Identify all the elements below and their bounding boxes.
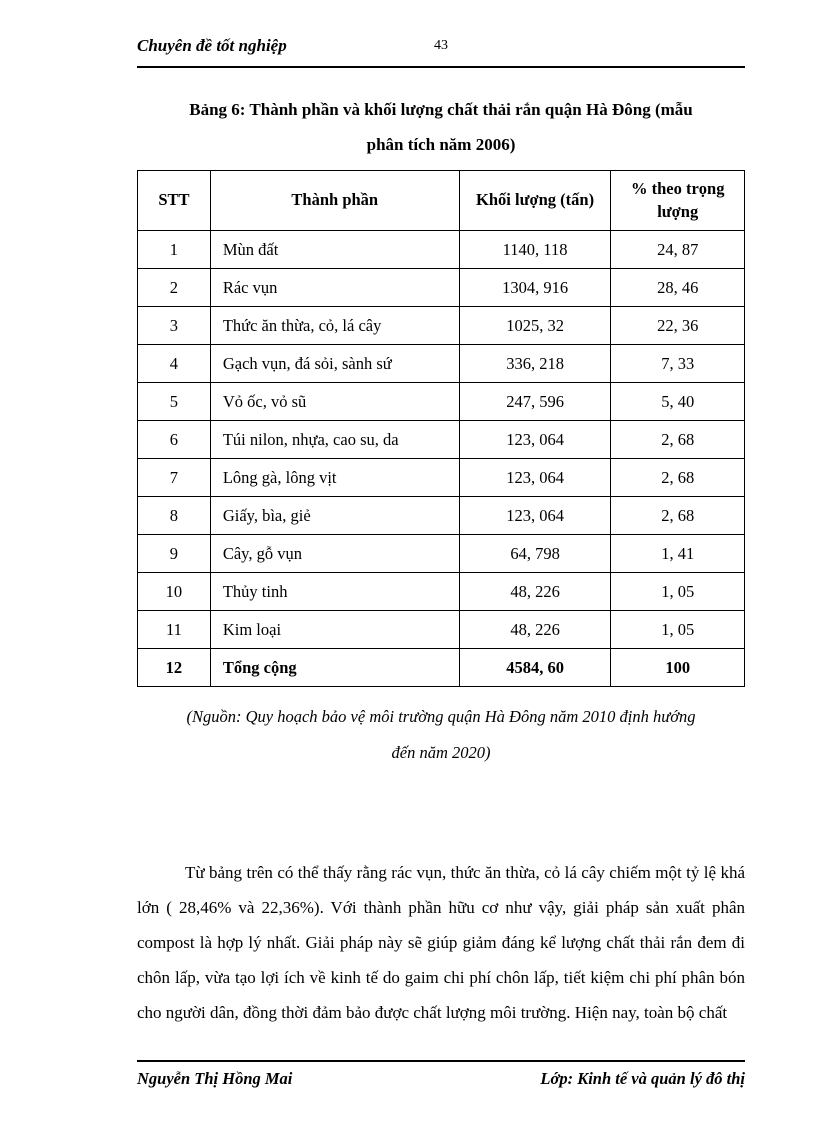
cell-stt: 10: [138, 573, 211, 611]
cell-stt: 4: [138, 345, 211, 383]
body-paragraph: Từ bảng trên có thể thấy rằng rác vụn, thức ăn thừa, cỏ lá cây chiếm một tỷ lệ khá lớn ( 28,46% và 22,36%). Với thành phần hữu cơ như vậy, giải pháp sản xuất phân compost là hợp lý nhất. Giải pháp này sẽ giúp giảm đáng kể lượng chất thải rắn đem đi chôn lấp, vừa tạo lợi ích về kinh tế do gaim chi phí chôn lấp, tiết kiệm chi phí phân bón cho người dân, đồng thời đảm bảo được chất lượng môi trường. Hiện nay, toàn bộ chất: [137, 863, 745, 1022]
table-caption-line1: Bảng 6: Thành phần và khối lượng chất thải rắn quận Hà Đông (mẫu: [189, 100, 693, 119]
source-note-line1: (Nguồn: Quy hoạch bảo vệ môi trường quận Hà Đông năm 2010 định hướng: [186, 707, 696, 726]
cell-stt: 12: [138, 649, 211, 687]
cell-mass: 1140, 118: [459, 231, 611, 269]
cell-component: Lông gà, lông vịt: [210, 459, 459, 497]
table-row: [138, 231, 745, 269]
column-header-mass: Khối lượng (tấn): [459, 171, 611, 231]
table-row: [138, 345, 745, 383]
cell-component: Rác vụn: [210, 269, 459, 307]
cell-mass: 123, 064: [459, 497, 611, 535]
waste-composition-table: [137, 170, 745, 687]
cell-mass: 1025, 32: [459, 307, 611, 345]
cell-stt: 6: [138, 421, 211, 459]
cell-stt: 5: [138, 383, 211, 421]
table-row: [138, 307, 745, 345]
cell-stt: 8: [138, 497, 211, 535]
cell-mass: 4584, 60: [459, 649, 611, 687]
cell-component: Gạch vụn, đá sỏi, sành sứ: [210, 345, 459, 383]
cell-component: Thức ăn thừa, cỏ, lá cây: [210, 307, 459, 345]
table-row: [138, 459, 745, 497]
cell-component: Giấy, bìa, giẻ: [210, 497, 459, 535]
table-row: [138, 573, 745, 611]
cell-percent: 22, 36: [611, 307, 745, 345]
column-header-percent: % theo trọng lượng: [611, 171, 745, 231]
table-row: [138, 611, 745, 649]
cell-component: Mùn đất: [210, 231, 459, 269]
cell-mass: 123, 064: [459, 459, 611, 497]
cell-stt: 3: [138, 307, 211, 345]
table-header-row: [138, 171, 745, 231]
cell-component: Vỏ ốc, vỏ sũ: [210, 383, 459, 421]
footer-class: Lớp: Kinh tế và quản lý đô thị: [540, 1069, 745, 1088]
cell-percent: 7, 33: [611, 345, 745, 383]
footer-author: Nguyễn Thị Hồng Mai: [137, 1069, 293, 1088]
cell-component: Kim loại: [210, 611, 459, 649]
cell-stt: 11: [138, 611, 211, 649]
cell-stt: 9: [138, 535, 211, 573]
cell-stt: 7: [138, 459, 211, 497]
cell-percent: 100: [611, 649, 745, 687]
table-caption-line2: phân tích năm 2006): [366, 135, 516, 154]
page-footer: [137, 1060, 745, 1089]
cell-mass: 336, 218: [459, 345, 611, 383]
table-caption: [137, 92, 745, 162]
column-header-component: Thành phần: [210, 171, 459, 231]
source-note: [137, 699, 745, 771]
cell-percent: 1, 41: [611, 535, 745, 573]
cell-mass: 123, 064: [459, 421, 611, 459]
cell-percent: 1, 05: [611, 573, 745, 611]
running-title: Chuyên đề tốt nghiệp: [137, 36, 287, 55]
cell-stt: 2: [138, 269, 211, 307]
cell-stt: 1: [138, 231, 211, 269]
column-header-stt: STT: [138, 171, 211, 231]
cell-percent: 1, 05: [611, 611, 745, 649]
page-header: [137, 36, 745, 68]
cell-percent: 2, 68: [611, 497, 745, 535]
cell-percent: 2, 68: [611, 459, 745, 497]
cell-component: Cây, gỗ vụn: [210, 535, 459, 573]
table-body: [138, 231, 745, 687]
cell-component: Túi nilon, nhựa, cao su, da: [210, 421, 459, 459]
cell-mass: 64, 798: [459, 535, 611, 573]
cell-mass: 48, 226: [459, 573, 611, 611]
table-row: [138, 649, 745, 687]
page-number: 43: [434, 38, 448, 53]
table-row: [138, 497, 745, 535]
cell-percent: 24, 87: [611, 231, 745, 269]
cell-mass: 1304, 916: [459, 269, 611, 307]
cell-component: Thủy tinh: [210, 573, 459, 611]
cell-percent: 5, 40: [611, 383, 745, 421]
cell-mass: 48, 226: [459, 611, 611, 649]
table-row: [138, 421, 745, 459]
table-row: [138, 269, 745, 307]
cell-percent: 2, 68: [611, 421, 745, 459]
table-row: [138, 535, 745, 573]
table-row: [138, 383, 745, 421]
cell-component: Tổng cộng: [210, 649, 459, 687]
cell-mass: 247, 596: [459, 383, 611, 421]
source-note-line2: đến năm 2020): [391, 743, 491, 762]
cell-percent: 28, 46: [611, 269, 745, 307]
